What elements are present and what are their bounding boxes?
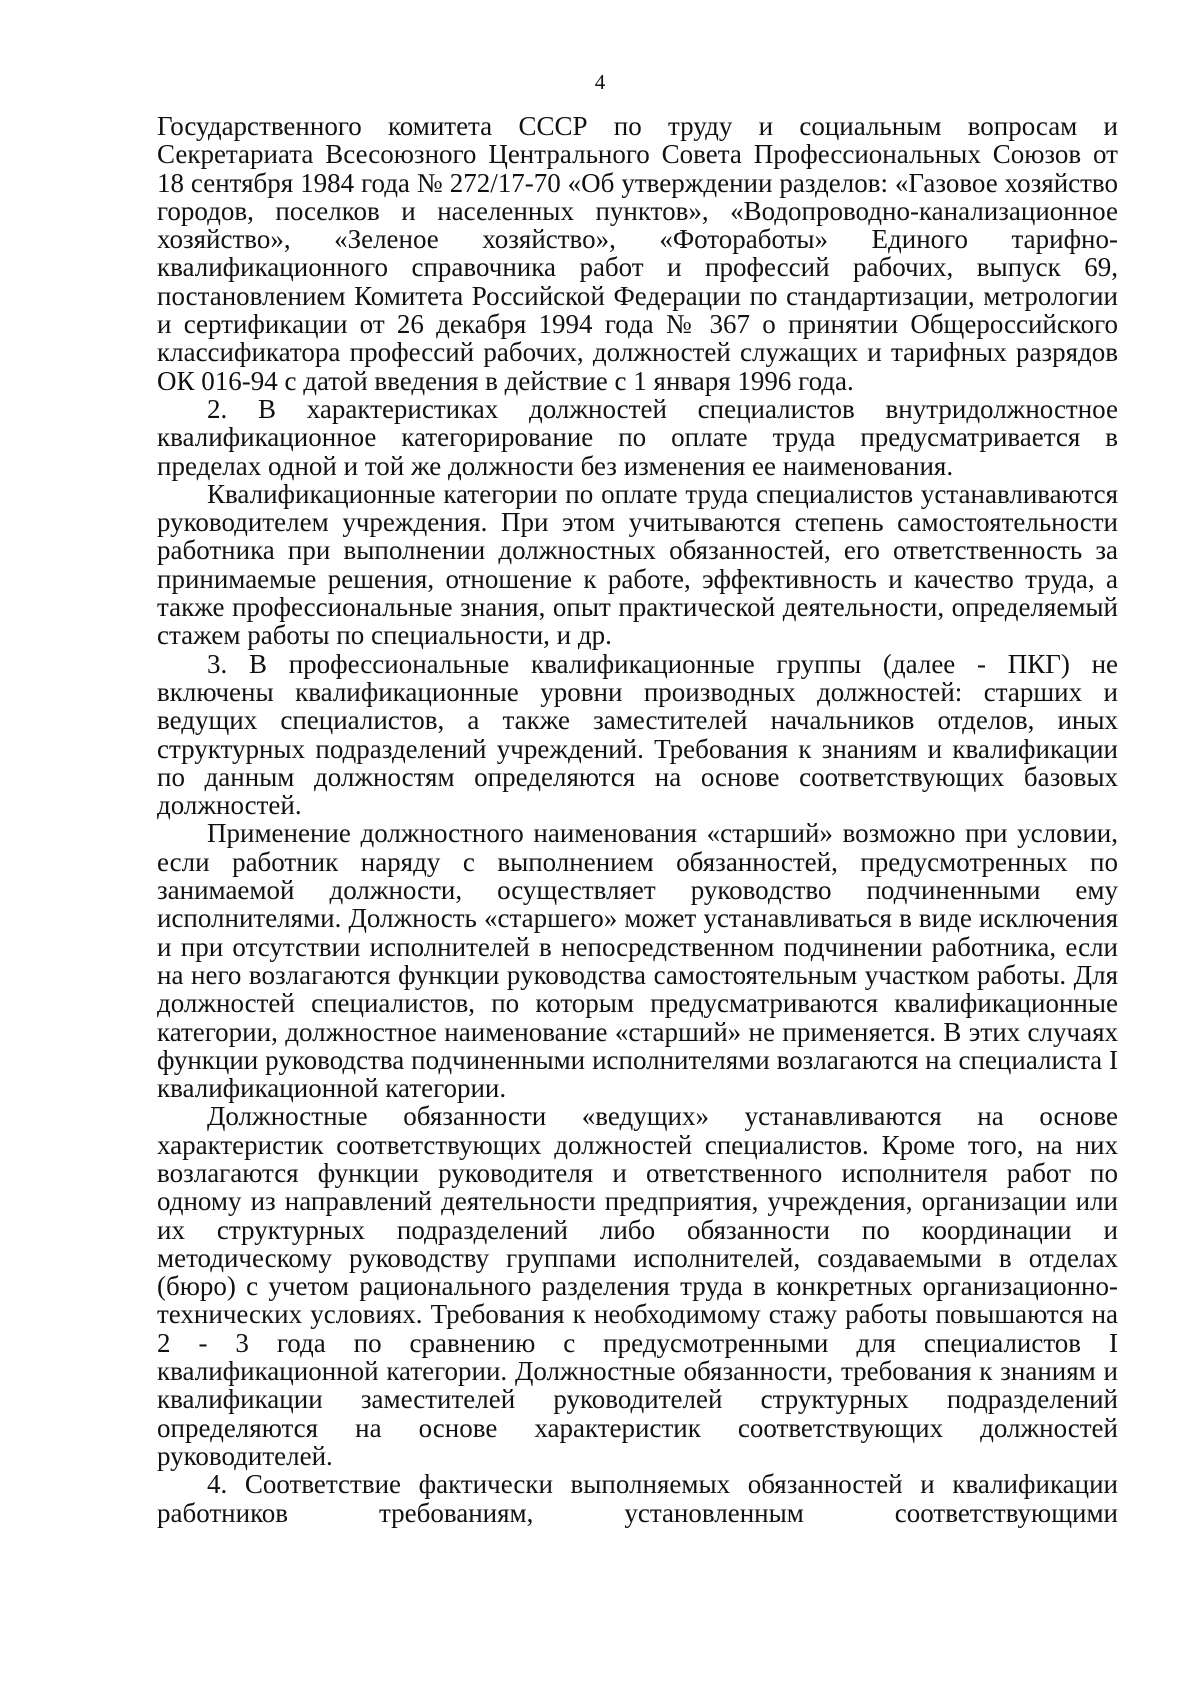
paragraph-continuation: Государственного комитета СССР по труду и социальным вопросам и Секретариата Всесоюзного Центрального Совета Профессиональных Союзов от 18 сентября 1984 года № 272/17-70 «Об утверждении разделов: «Газовое хозяйство городов, поселков и населенных пунктов», «Водопроводно-канализационное хозяйство», «Зеленое хозяйство», «Фотоработы» Единого тарифно-квалификационного справочника работ и профессий рабочих, выпуск 69, постановлением Комитета Российской Федерации по стандартизации, метрологии и сертификации от 26 декабря 1994 года № 367 о принятии Общероссийского классификатора профессий рабочих, должностей служащих и тарифных разрядов ОК 016-94 с датой введения в действие с 1 января 1996 года. [157, 111, 1118, 396]
paragraph-item-2: 2. В характеристиках должностей специалистов внутридолжностное квалификационное категорирование по оплате труда предусматривается в пределах одной и той же должности без изменения ее наименования. [157, 393, 1118, 481]
document-body [157, 112, 1118, 1527]
page-number: 4 [594, 70, 606, 94]
paragraph-senior-title: Применение должностного наименования «старший» возможно при условии, если работник наряду с выполнением обязанностей, предусмотренных по занимаемой должности, осуществляет руководство подчиненными ему исполнителями. Должность «старшего» может устанавливаться в виде исключения и при отсутствии исполнителей в непосредственном подчинении работника, если на него возлагаются функции руководства самостоятельным участком работы. Для должностей специалистов, по которым предусматриваются квалификационные категории, должностное наименование «старший» не применяется. В этих случаях функции руководства подчиненными исполнителями возлагаются на специалиста I квалификационной категории. [157, 818, 1118, 1104]
paragraph-qualification-categories: Квалификационные категории по оплате труда специалистов устанавливаются руководителем учреждения. При этом учитываются степень самостоятельности работника при выполнении должностных обязанностей, его ответственность за принимаемые решения, отношение к работе, эффективность и качество труда, а также профессиональные знания, опыт практической деятельности, определяемый стажем работы по специальности, и др. [157, 478, 1118, 651]
paragraph-item-4: 4. Соответствие фактически выполняемых обязанностей и квалификации работников требованиям, установленным соответствующими [157, 1469, 1118, 1528]
paragraph-item-3: 3. В профессиональные квалификационные группы (далее - ПКГ) не включены квалификационные уровни производных должностей: старших и ведущих специалистов, а также заместителей начальников отделов, иных структурных подразделений учреждений. Требования к знаниям и квалификации по данным должностям определяются на основе соответствующих базовых должностей. [157, 648, 1118, 821]
paragraph-leading-duties: Должностные обязанности «ведущих» устанавливаются на основе характеристик соответствующих должностей специалистов. Кроме того, на них возлагаются функции руководителя и ответственного исполнителя работ по одному из направлений деятельности предприятия, учреждения, организации или их структурных подразделений либо обязанности по координации и методическому руководству группами исполнителей, создаваемыми в отделах (бюро) с учетом рационального разделения труда в конкретных организационно-технических условиях. Требования к необходимому стажу работы повышаются на 2 - 3 года по сравнению с предусмотренными для специалистов I квалификационной категории. Должностные обязанности, требования к знаниям и квалификации заместителей руководителей структурных подразделений определяются на основе характеристик соответствующих должностей руководителей. [157, 1101, 1118, 1471]
